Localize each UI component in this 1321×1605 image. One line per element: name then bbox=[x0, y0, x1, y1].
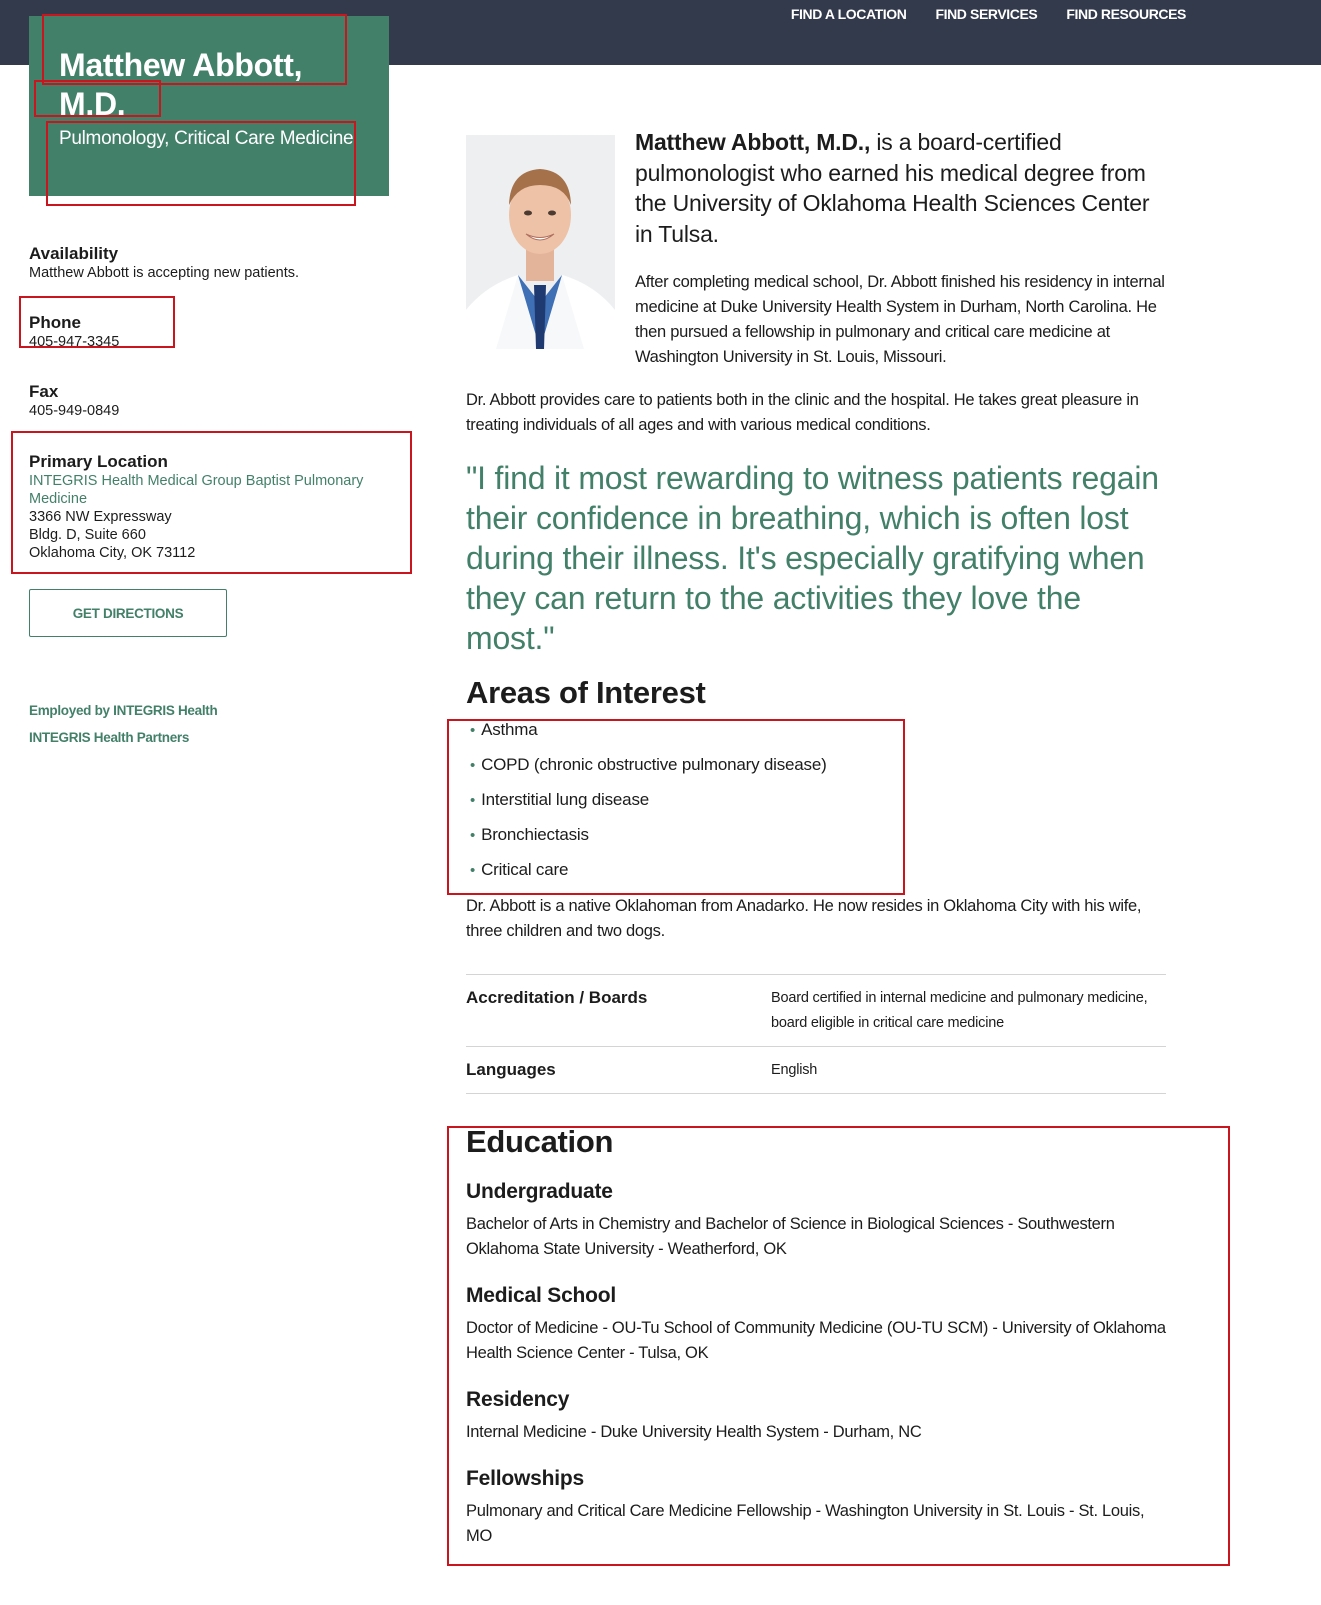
fellowships-label: Fellowships bbox=[466, 1467, 584, 1490]
bio-intro-text: is a board-certified pulmonologist who earned his medical degree from the University of Oklahoma Health Sciences Center in Tulsa. bbox=[635, 129, 1150, 247]
bullet-icon: • bbox=[470, 792, 476, 809]
medical-school-label: Medical School bbox=[466, 1284, 617, 1307]
undergraduate-value: Bachelor of Arts in Chemistry and Bachelor of Science in Biological Sciences - Southwestern Oklahoma State University - Weatherford, OK bbox=[466, 1215, 1115, 1258]
top-nav bbox=[791, 6, 1186, 22]
doctor-specialty: Pulmonology, Critical Care Medicine bbox=[59, 128, 354, 149]
residency-value: Internal Medicine - Duke University Health System - Durham, NC bbox=[466, 1423, 922, 1441]
nav-find-resources[interactable]: FIND RESOURCES bbox=[1066, 6, 1186, 22]
doctor-name-line2: M.D. bbox=[59, 86, 126, 122]
phone-number[interactable]: 405-947-3345 bbox=[29, 334, 120, 350]
nav-find-location[interactable]: FIND A LOCATION bbox=[790, 6, 907, 22]
fellowships-value: Pulmonary and Critical Care Medicine Fellowship - Washington University in St. Louis - St. Louis, MO bbox=[466, 1502, 1145, 1545]
undergraduate-label: Undergraduate bbox=[466, 1180, 613, 1203]
doctor-photo bbox=[466, 135, 615, 349]
areas-of-interest-list bbox=[470, 719, 827, 894]
bio-paragraph-2: Dr. Abbott provides care to patients both in the clinic and the hospital. He takes great pleasure in treating individuals of all ages and with various medical conditions. bbox=[466, 391, 1139, 434]
availability-value: Matthew Abbott is accepting new patients. bbox=[29, 265, 300, 281]
partners-link[interactable]: INTEGRIS Health Partners bbox=[29, 730, 190, 745]
fax-label: Fax bbox=[29, 382, 59, 401]
bio-intro-name: Matthew Abbott, M.D., bbox=[635, 129, 871, 155]
bullet-icon: • bbox=[470, 722, 476, 739]
bio-paragraph-1: After completing medical school, Dr. Abbott finished his residency in internal medicine at Duke University Health System in Durham, North Carolina. He then pursued a fellowship in pulmonary and critical care medicine at Washington University in St. Louis, Missouri. bbox=[635, 273, 1165, 366]
table-row bbox=[466, 975, 1166, 1047]
list-item bbox=[470, 719, 827, 754]
address-line3: Oklahoma City, OK 73112 bbox=[29, 545, 196, 561]
doctor-name-card bbox=[29, 16, 389, 196]
bullet-icon: • bbox=[470, 827, 476, 844]
area-label: COPD (chronic obstructive pulmonary disease) bbox=[481, 755, 827, 774]
phone-label: Phone bbox=[29, 313, 81, 332]
get-directions-button[interactable]: GET DIRECTIONS bbox=[29, 589, 227, 637]
accreditation-value: Board certified in internal medicine and pulmonary medicine, board eligible in critical care medicine bbox=[771, 990, 1148, 1031]
list-item bbox=[470, 859, 827, 894]
area-label: Asthma bbox=[481, 720, 538, 739]
accreditation-label: Accreditation / Boards bbox=[466, 988, 648, 1007]
address-line2: Bldg. D, Suite 660 bbox=[29, 527, 146, 543]
doctor-quote: "I find it most rewarding to witness patients regain their confidence in breathing, which is often lost during their illness. It's especially gratifying when they can return to the activities they love the most." bbox=[466, 460, 1159, 656]
doctor-name-line1: Matthew Abbott, bbox=[59, 47, 303, 83]
medical-school-value: Doctor of Medicine - OU-Tu School of Community Medicine (OU-TU SCM) - University of Oklahoma Health Science Center - Tulsa, OK bbox=[466, 1319, 1166, 1362]
table-row bbox=[466, 1047, 1166, 1094]
residency-label: Residency bbox=[466, 1388, 570, 1411]
education-heading: Education bbox=[466, 1124, 614, 1159]
availability-label: Availability bbox=[29, 244, 119, 263]
doctor-name bbox=[59, 46, 359, 124]
phone-section bbox=[29, 312, 399, 351]
address-line1: 3366 NW Expressway bbox=[29, 509, 172, 525]
bullet-icon: • bbox=[470, 757, 476, 774]
fax-section bbox=[29, 381, 399, 420]
area-label: Critical care bbox=[481, 860, 569, 879]
languages-value: English bbox=[771, 1062, 818, 1078]
areas-of-interest-heading: Areas of Interest bbox=[466, 675, 706, 710]
fax-number: 405-949-0849 bbox=[29, 403, 120, 419]
list-item bbox=[470, 789, 827, 824]
employed-by-link[interactable]: Employed by INTEGRIS Health bbox=[29, 703, 218, 718]
primary-location-label: Primary Location bbox=[29, 452, 168, 471]
location-name-link[interactable]: INTEGRIS Health Medical Group Baptist Pulmonary Medicine bbox=[29, 473, 364, 507]
bio-intro bbox=[635, 127, 1155, 249]
languages-label: Languages bbox=[466, 1060, 556, 1079]
bullet-icon: • bbox=[470, 862, 476, 879]
nav-find-services[interactable]: FIND SERVICES bbox=[935, 6, 1038, 22]
list-item bbox=[470, 824, 827, 859]
area-label: Interstitial lung disease bbox=[481, 790, 649, 809]
info-table bbox=[466, 974, 1166, 1094]
availability-section bbox=[29, 243, 399, 282]
bio-paragraph-3: Dr. Abbott is a native Oklahoman from Anadarko. He now resides in Oklahoma City with his wife, three children and two dogs. bbox=[466, 897, 1142, 940]
primary-location-section bbox=[29, 451, 389, 562]
list-item bbox=[470, 754, 827, 789]
area-label: Bronchiectasis bbox=[481, 825, 589, 844]
